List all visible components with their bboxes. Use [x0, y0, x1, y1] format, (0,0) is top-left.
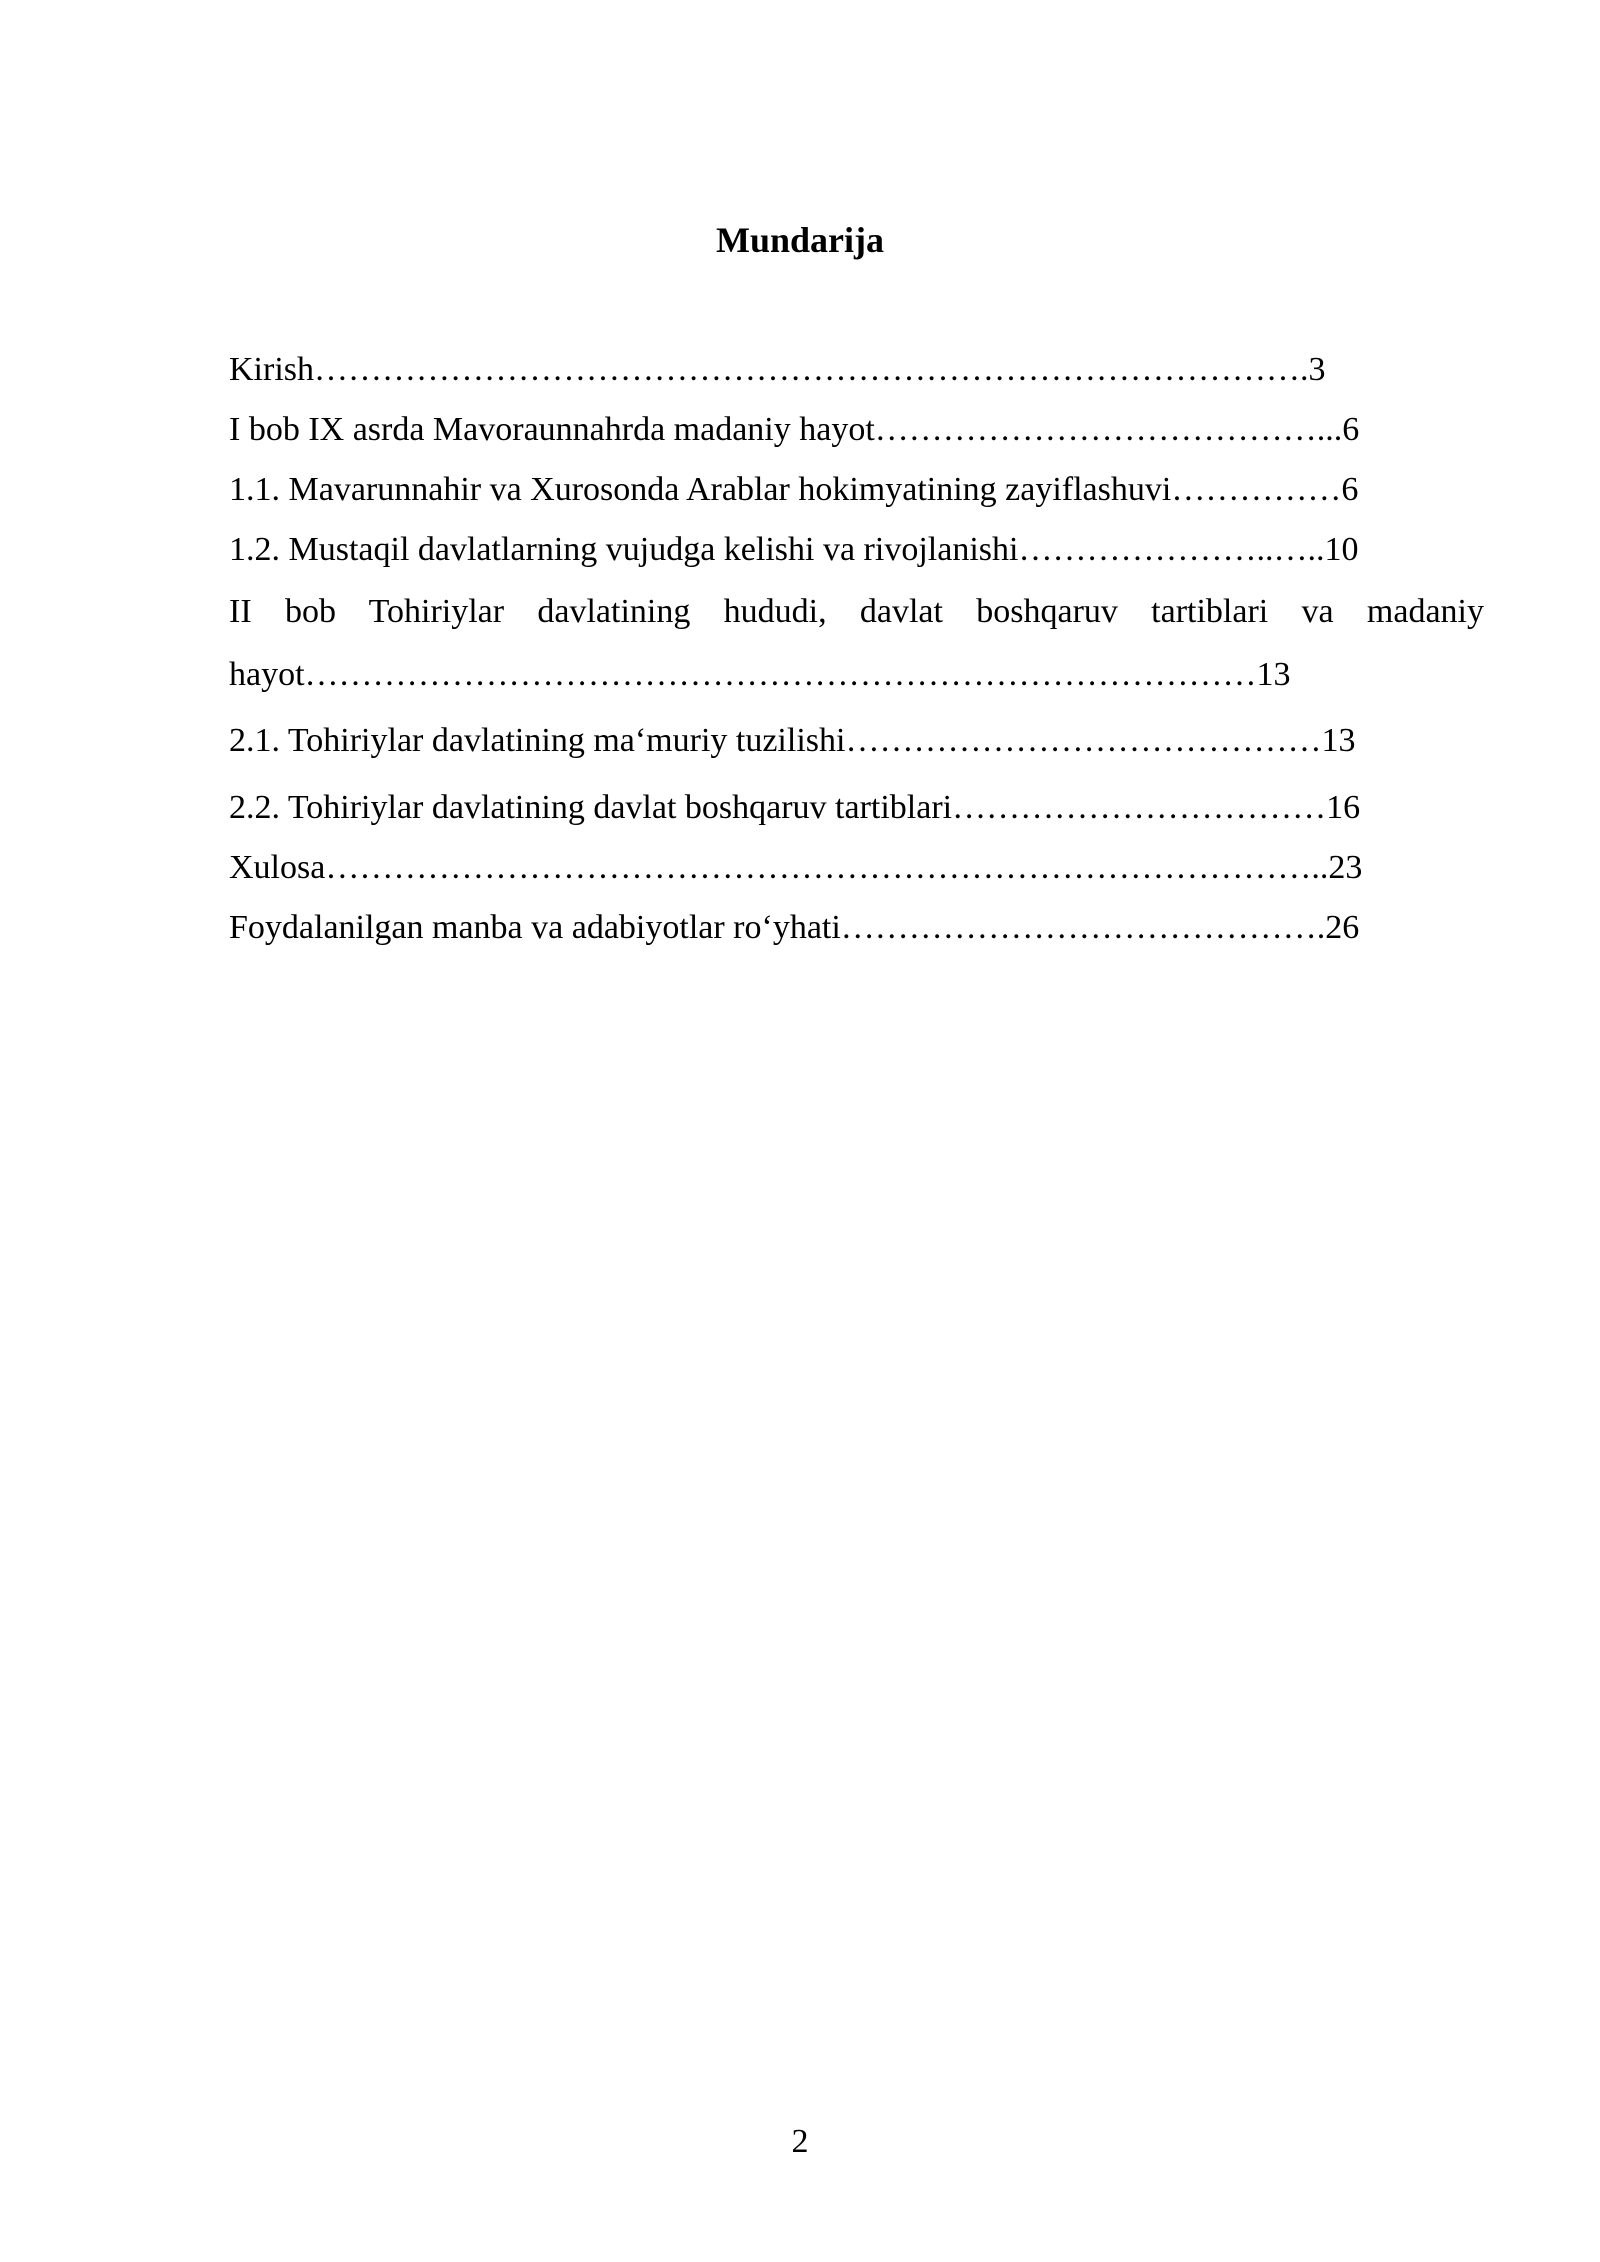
toc-entry-xulosa: [229, 846, 1484, 890]
toc-entry-text: 2.1. Tohiriylar davlatining ma‘muriy tuzilishi……………………………………13: [229, 722, 1356, 759]
page-title: Mundarija: [715, 220, 884, 260]
toc-entry-chapter-2-line-1: II bob Tohiriylar davlatining hududi, davlat boshqaruv tartiblari va madaniy: [229, 593, 1484, 630]
toc-entry-section-2-1: [229, 719, 1484, 763]
toc-entry-chapter-1: [229, 408, 1484, 452]
toc-entry-section-2-2: [229, 786, 1484, 830]
toc-entry-section-1-1: [229, 468, 1484, 512]
page-number: 2: [791, 2123, 809, 2160]
toc-entry-text: Kirish…………………………………………………………………………….3: [229, 351, 1326, 388]
toc-entry-text: 1.1. Mavarunnahir va Xurosonda Arablar hokimyatining zayiflashuvi……………6: [229, 471, 1359, 508]
toc-entry-text: 2.2. Tohiriylar davlatining davlat boshqaruv tartiblari……………………………16: [229, 789, 1361, 826]
toc-entry-section-1-2: [229, 528, 1484, 572]
toc-entry-references: [229, 906, 1484, 950]
toc-entry-text: Xulosa……………………………………………………………………………..23: [229, 849, 1363, 886]
toc-entry-text: I bob IX asrda Mavoraunnahrda madaniy hayot…………………………………...6: [229, 411, 1360, 448]
toc-entry-text: 1.2. Mustaqil davlatlarning vujudga kelishi va rivojlanishi…………………..…..10: [229, 531, 1359, 568]
toc-entry-text: hayot…………………………………………………………………………13: [229, 656, 1291, 693]
toc-entry-text: Foydalanilgan manba va adabiyotlar ro‘yhati…………………………………….26: [229, 909, 1360, 946]
toc-entry-chapter-2-line-2: [229, 653, 1484, 697]
toc-entry-kirish: [229, 348, 1484, 392]
